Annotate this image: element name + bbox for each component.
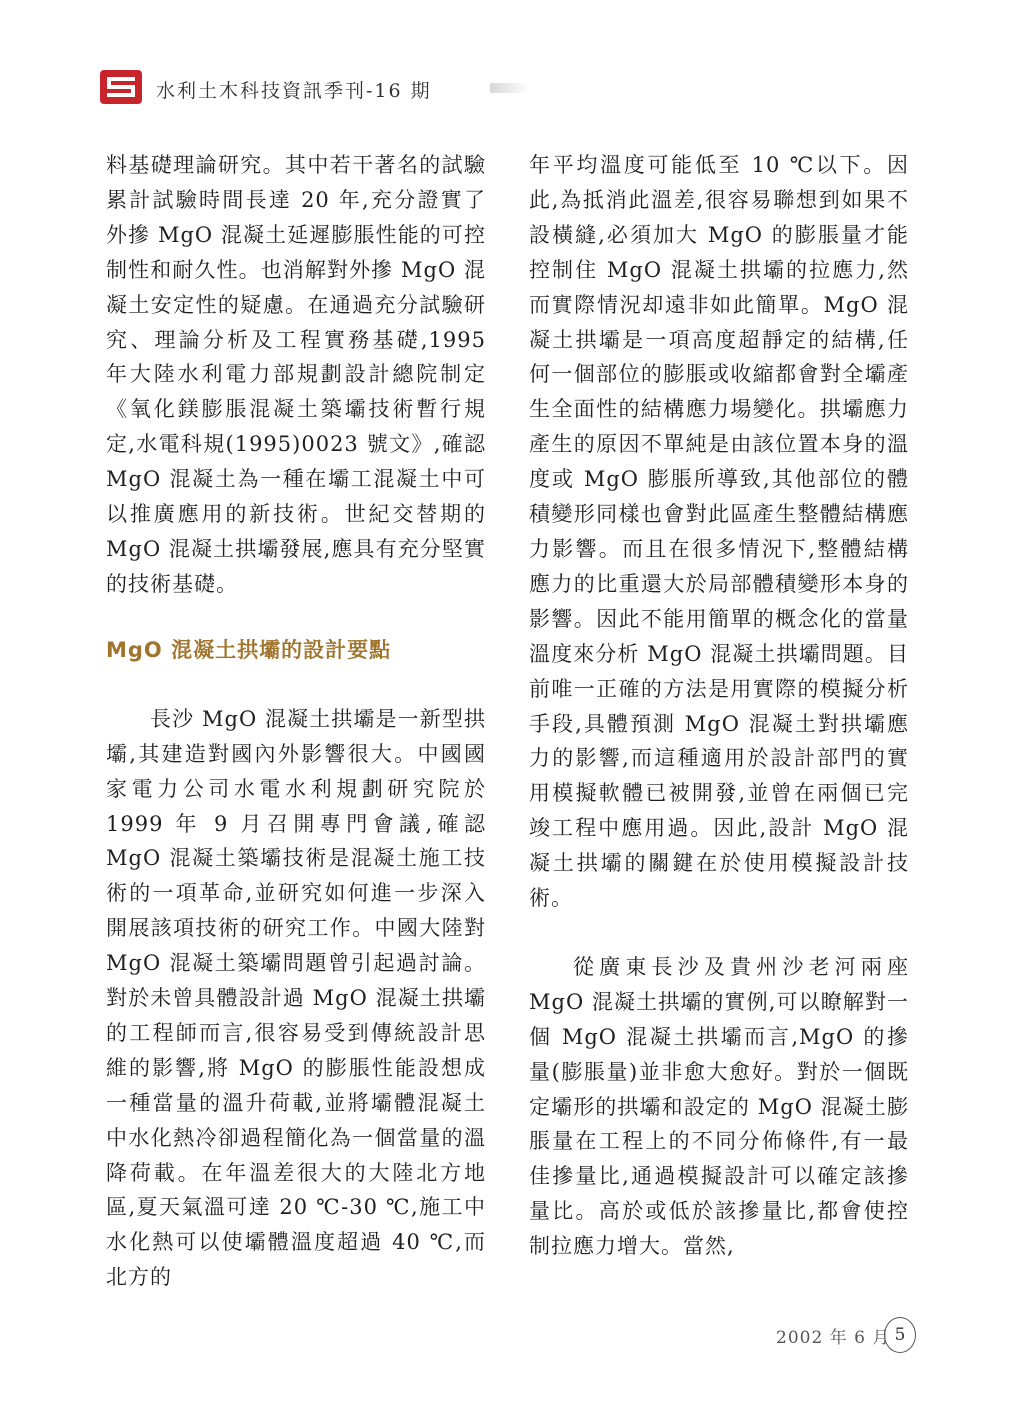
- right-paragraph-2: 從廣東長沙及貴州沙老河兩座 MgO 混凝土拱壩的實例,可以瞭解對一個 MgO 混凝土拱壩而言,MgO 的摻量(膨脹量)並非愈大愈好。對於一個既定壩形的拱壩和設定的 MgO 混凝土膨脹量在工程上的不同分佈條件,有一最佳摻量比,通過模擬設計可以確定該摻量比。高於或低於該摻量比,都會使控制拉應力增大。當然,: [529, 954, 909, 1259]
- page-number: 5: [884, 1317, 916, 1353]
- left-paragraph-1: 料基礎理論研究。其中若干著名的試驗累計試驗時間長達 20 年,充分證實了外摻 MgO 混凝土延遲膨脹性能的可控制性和耐久性。也消解對外摻 MgO 混凝土安定性的疑慮。在通過充分試驗研究、理論分析及工程實務基礎,1995 年大陸水利電力部規劃設計總院制定《氧化鎂膨脹混凝土築壩技術暫行規定,水電科規(1995)0023 號文》,確認 MgO 混凝土為一種在壩工混凝土中可以推廣應用的新技術。世紀交替期的 MgO 混凝土拱壩發展,應具有充分堅實的技術基礎。: [106, 153, 486, 596]
- right-column: [529, 148, 909, 1264]
- page-header: [100, 70, 520, 110]
- section-heading: MgO 混凝土拱壩的設計要點: [106, 637, 392, 662]
- right-paragraph-1: 年平均溫度可能低至 10 ℃以下。因此,為抵消此溫差,很容易聯想到如果不設橫縫,必須加大 MgO 的膨脹量才能控制住 MgO 混凝土拱壩的拉應力,然而實際情況却遠非如此簡單。MgO 混凝土拱壩是一項高度超靜定的結構,任何一個部位的膨脹或收縮都會對全壩產生全面性的結構應力場變化。拱壩應力產生的原因不單純是由該位置本身的溫度或 MgO 膨脹所導致,其他部位的體積變形同樣也會對此區產生整體結構應力影響。而且在很多情況下,整體結構應力的比重還大於局部體積變形本身的影響。因此不能用簡單的概念化的當量溫度來分析 MgO 混凝土拱壩問題。目前唯一正確的方法是用實際的模擬分析手段,具體預測 MgO 混凝土對拱壩應力的影響,而這種適用於設計部門的實用模擬軟體已被開發,並曾在兩個已完竣工程中應用過。因此,設計 MgO 混凝土拱壩的關鍵在於使用模擬設計技術。: [529, 153, 909, 911]
- journal-logo-icon: [100, 70, 142, 104]
- left-column: [106, 148, 486, 1295]
- issue-date: 2002 年 6 月: [776, 1328, 891, 1348]
- journal-title: 水利土木科技資訊季刊-16 期: [156, 80, 432, 102]
- header-decoration: [490, 83, 530, 93]
- page-footer: [772, 1317, 932, 1357]
- left-paragraph-2: 長沙 MgO 混凝土拱壩是一新型拱壩,其建造對國內外影響很大。中國國家電力公司水電水利規劃研究院於 1999 年 9 月召開專門會議,確認 MgO 混凝土築壩技術是混凝土施工技術的一項革命,並研究如何進一步深入開展該項技術的研究工作。中國大陸對 MgO 混凝土築壩問題曾引起過討論。對於未曾具體設計過 MgO 混凝土拱壩的工程師而言,很容易受到傳統設計思維的影響,將 MgO 的膨脹性能設想成一種當量的溫升荷載,並將壩體混凝土中水化熱冷卻過程簡化為一個當量的溫降荷載。在年溫差很大的大陸北方地區,夏天氣溫可達 20 ℃-30 ℃,施工中水化熱可以使壩體溫度超過 40 ℃,而北方的: [106, 706, 486, 1290]
